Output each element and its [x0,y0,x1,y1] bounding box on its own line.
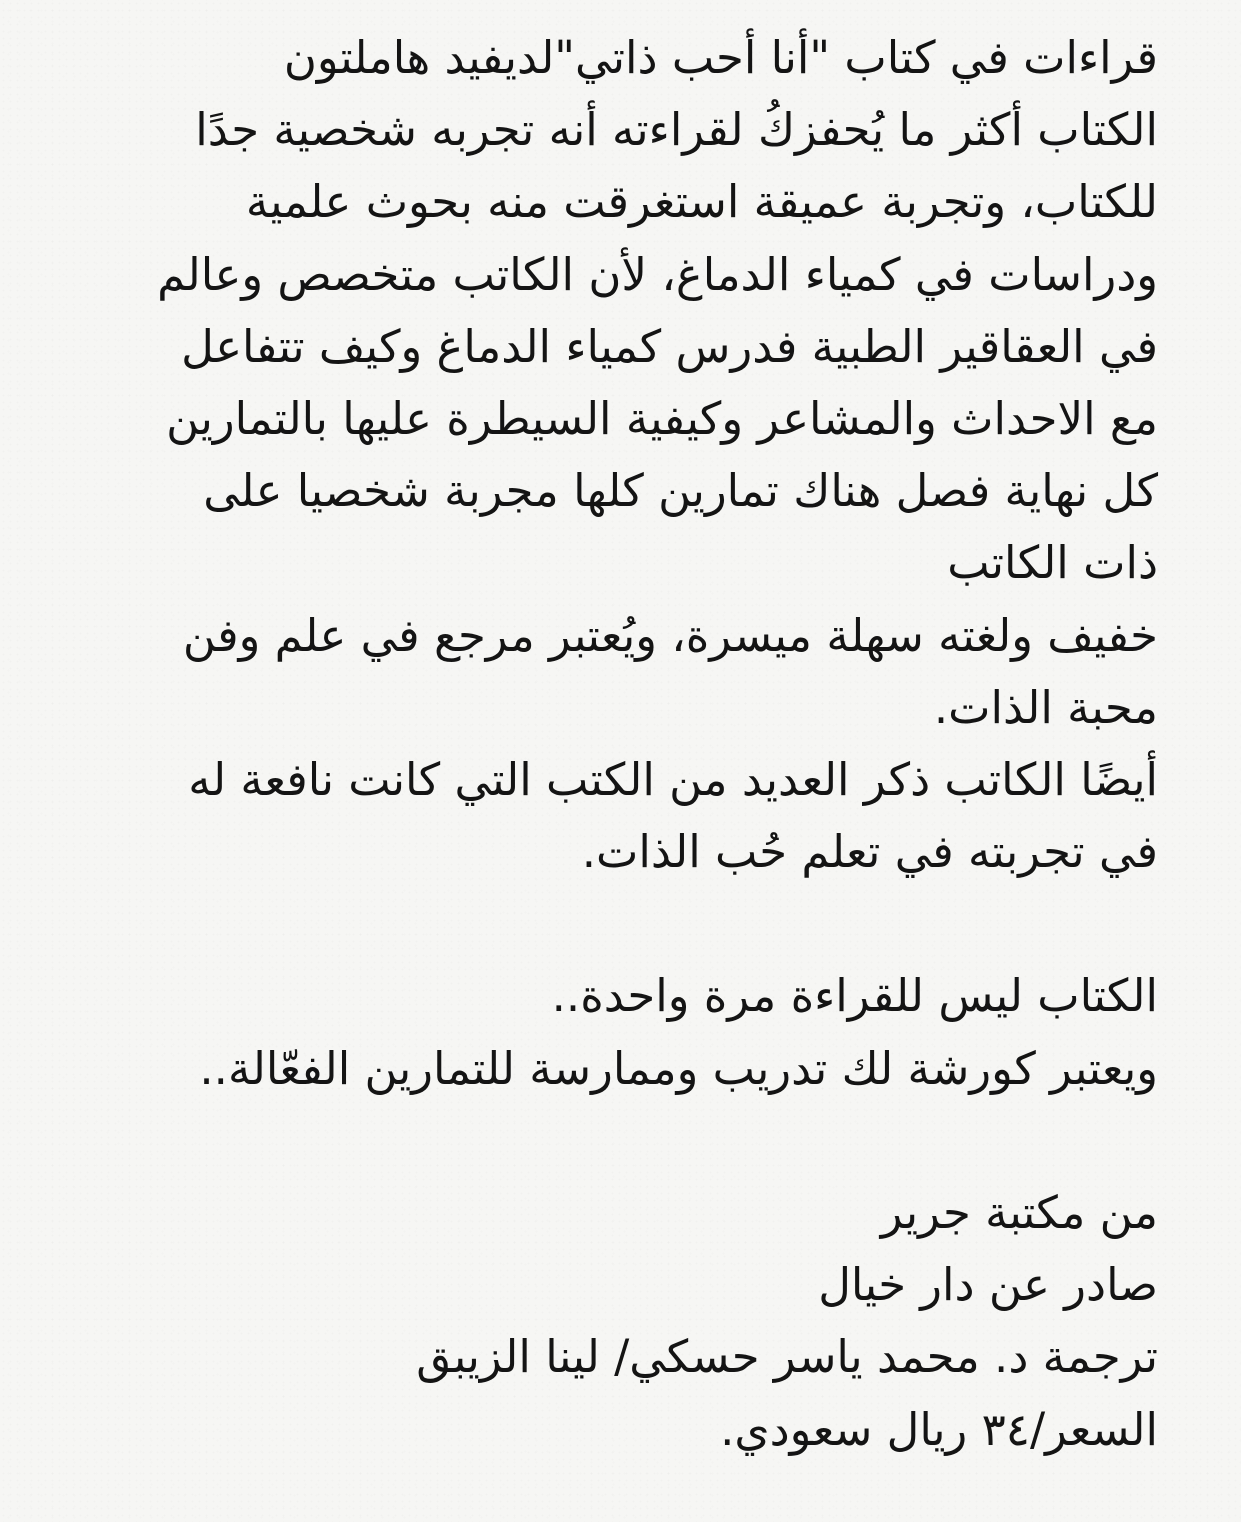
text-line: قراءات في كتاب "أنا أحب ذاتي"لديفيد هاملتون [283,31,1158,84]
text-line: ذات الكاتب [947,536,1158,590]
text-line: مع الاحداث والمشاعر وكيفية السيطرة عليها بالتمارين [166,391,1158,445]
book-details-paragraph [78,1177,1158,1466]
blank-line [78,888,1158,960]
text-line: محبة الذات. [933,680,1158,734]
text-line: أيضًا الكاتب ذكر العديد من الكتب التي كانت نافعة له [188,752,1158,806]
text-line: الكتاب أكثر ما يُحفزكُ لقراءته أنه تجربه شخصية جدًا [195,103,1158,157]
blank-line [78,1105,1158,1177]
text-line: كل نهاية فصل هناك تمارين كلها مجربة شخصيا على [203,464,1158,518]
note-document [78,22,1158,1466]
text-line: من مكتبة جرير [880,1186,1158,1239]
review-paragraph [78,22,1158,888]
text-line: خفيف ولغته سهلة ميسرة، ويُعتبر مرجع في علم وفن [182,608,1158,662]
text-line: صادر عن دار خيال [818,1258,1158,1312]
text-line: في العقاقير الطبية فدرس كمياء الدماغ وكيف تتفاعل [181,319,1158,373]
text-line: ويعتبر كورشة لك تدريب وممارسة للتمارين الفعّالة.. [199,1041,1158,1095]
text-line: للكتاب، وتجربة عميقة استغرقت منه بحوث علمية [245,175,1158,229]
text-line: السعر/٣٤ ريال سعودي. [720,1402,1158,1456]
text-line: الكتاب ليس للقراءة مرة واحدة.. [551,969,1158,1023]
text-line: في تجربته في تعلم حُب الذات. [581,825,1158,879]
text-line: ودراسات في كمياء الدماغ، لأن الكاتب متخصص وعالم [157,247,1158,301]
recommendation-paragraph [78,960,1158,1104]
text-line: ترجمة د. محمد ياسر حسكي/ لينا الزيبق [416,1330,1158,1384]
